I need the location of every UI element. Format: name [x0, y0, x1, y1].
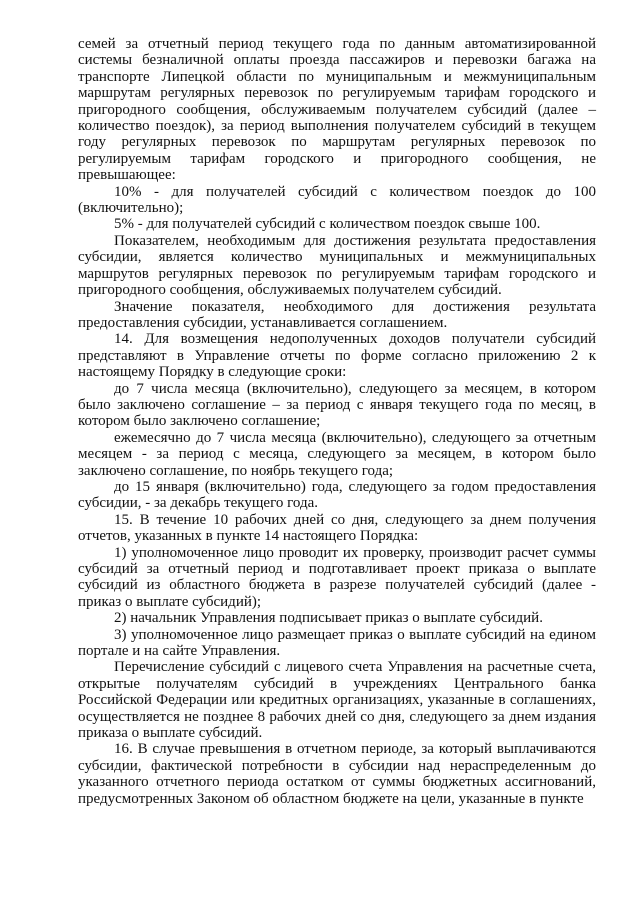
paragraph-indicator: Показателем, необходимым для достижения результата предоставления субсидии, является количество муниципальных и межмуниципальных маршрутов регулярных перевозок по регулируемым тарифам городского и пригородного сообщения, обслуживаемых получателем субсидий.: [78, 232, 596, 299]
paragraph-indicator-value: Значение показателя, необходимого для достижения результата предоставления субсидии, устанавливается соглашением.: [78, 298, 596, 331]
paragraph-continuation: семей за отчетный период текущего года по данным автоматизированной системы безналичной оплаты проезда пассажиров и перевозки багажа на транспорте Липецкой области по муниципальным и межмуниципальным маршрутам регулярных перевозок по регулируемым тарифам городского и пригородного сообщения, обслуживаемым получателем субсидий (далее – количество поездок), за период выполнения получателем субсидий в текущем году регулярных перевозок по маршрутам регулярных перевозок по регулируемым тарифам городского и пригородного сообщения, не превышающее:: [78, 36, 596, 184]
paragraph-item-14: 14. Для возмещения недополученных доходов получатели субсидий представляют в Управление отчеты по форме согласно приложению 2 к настоящему Порядку в следующие сроки:: [78, 331, 596, 381]
paragraph-5-percent: 5% - для получателей субсидий с количеством поездок свыше 100.: [114, 216, 541, 233]
paragraph-deadline-2: ежемесячно до 7 числа месяца (включительно), следующего за отчетным месяцем - за период с месяца, следующего за месяцем, в котором было заключено соглашение, по ноябрь текущего года;: [78, 429, 596, 479]
paragraph-10-percent: 10% - для получателей субсидий с количеством поездок до 100 (включительно);: [78, 183, 596, 217]
paragraph-deadline-1: до 7 числа месяца (включительно), следующего за месяцем, в котором было заключено соглашение – за период с января текущего года по месяц, в котором было заключено соглашение;: [78, 380, 596, 430]
paragraph-item-15-2: 2) начальник Управления подписывает приказ о выплате субсидий.: [114, 610, 543, 627]
paragraph-item-15-3: 3) уполномоченное лицо размещает приказ о выплате субсидий на едином портале и на сайте Управления.: [78, 626, 596, 660]
paragraph-item-15-1: 1) уполномоченное лицо проводит их проверку, производит расчет суммы субсидий за отчетный период и подготавливает проект приказа о выплате субсидий из областного бюджета в разрезе получателей субсидий (далее - приказ о выплате субсидий);: [78, 544, 596, 610]
paragraph-item-16: 16. В случае превышения в отчетном периоде, за который выплачиваются субсидии, фактической потребности в субсидии над нераспределенным до указанного отчетного периода остатком от суммы бюджетных ассигнований, предусмотренных Законом об областном бюджете на цели, указанные в пункте: [78, 741, 596, 807]
paragraph-item-15: 15. В течение 10 рабочих дней со дня, следующего за днем получения отчетов, указанных в пункте 14 настоящего Порядка:: [78, 511, 596, 545]
document-page: [78, 36, 596, 807]
paragraph-transfer: Перечисление субсидий с лицевого счета Управления на расчетные счета, открытые получателям субсидий в учреждениях Центрального банка Российской Федерации или кредитных организациях, указанные в соглашениях, осуществляется не позднее 8 рабочих дней со дня, следующего за днем издания приказа о выплате субсидий.: [78, 659, 596, 742]
paragraph-deadline-3: до 15 января (включительно) года, следующего за годом предоставления субсидии, - за декабрь текущего года.: [78, 478, 596, 512]
